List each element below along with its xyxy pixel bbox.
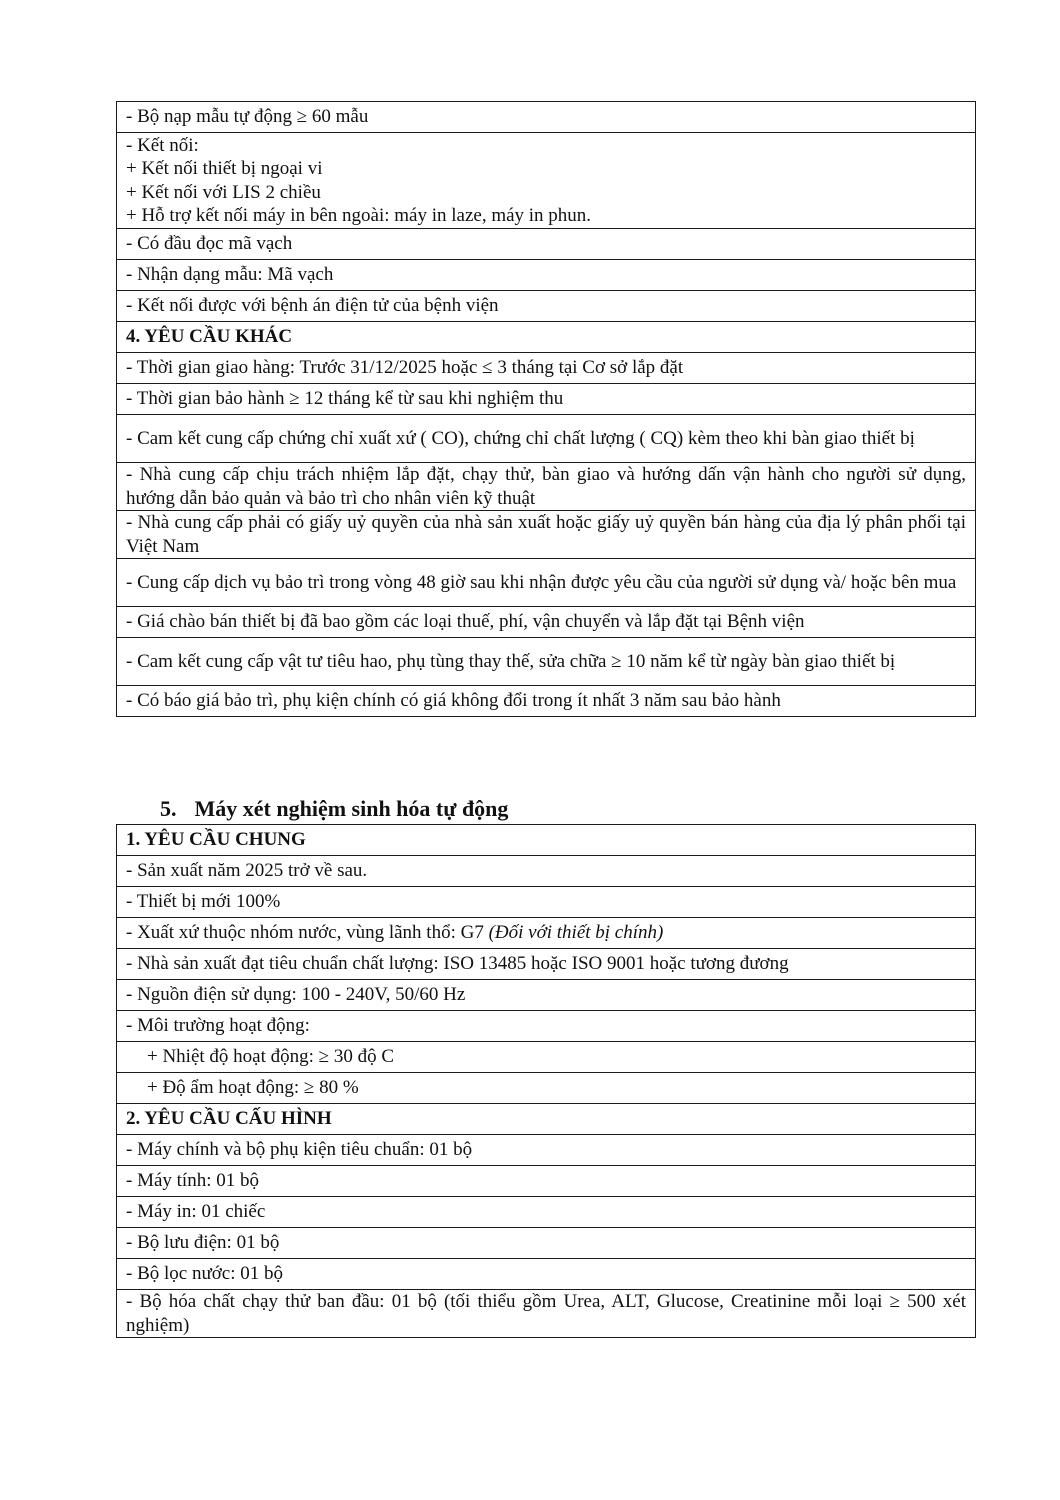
- emr-cell: - Kết nối được với bệnh án điện tử của bệnh viện: [117, 291, 976, 322]
- manufacture-year-cell: - Sản xuất năm 2025 trở về sau.: [117, 856, 976, 887]
- connectivity-item: + Kết nối thiết bị ngoại vi: [126, 158, 323, 179]
- printer-cell: - Máy in: 01 chiếc: [117, 1197, 976, 1228]
- table-row: [117, 686, 976, 717]
- table-row: [117, 511, 976, 559]
- table-row: [117, 607, 976, 638]
- consumables-cell: - Cam kết cung cấp vật tư tiêu hao, phụ tùng thay thế, sửa chữa ≥ 10 năm kể từ ngày bàn giao thiết bị: [117, 638, 976, 686]
- origin-cell: [117, 918, 976, 949]
- table-row: [117, 559, 976, 607]
- connectivity-item: + Hỗ trợ kết nối máy in bên ngoài: máy in laze, máy in phun.: [126, 205, 592, 226]
- section-title-text: Máy xét nghiệm sinh hóa tự động: [194, 796, 509, 821]
- section-title: [160, 795, 508, 823]
- section-header-row: [117, 825, 976, 856]
- table-row: [117, 384, 976, 415]
- table-row: [117, 856, 976, 887]
- table-row: [117, 980, 976, 1011]
- table-row: [117, 1042, 976, 1073]
- origin-note: (Đối với thiết bị chính): [488, 922, 664, 944]
- section-header-row: [117, 322, 976, 353]
- water-filter-cell: - Bộ lọc nước: 01 bộ: [117, 1259, 976, 1290]
- delivery-cell: - Thời gian giao hàng: Trước 31/12/2025 hoặc ≤ 3 tháng tại Cơ sở lắp đặt: [117, 353, 976, 384]
- section-header-configuration: 2. YÊU CẦU CẤU HÌNH: [117, 1104, 976, 1135]
- temperature-cell: + Nhiệt độ hoạt động: ≥ 30 độ C: [117, 1042, 976, 1073]
- barcode-reader-cell: - Có đầu đọc mã vạch: [117, 229, 976, 260]
- autoloader-cell: - Bộ nạp mẫu tự động ≥ 60 mẫu: [117, 102, 976, 133]
- table-row: [117, 229, 976, 260]
- authorization-cell: - Nhà cung cấp phải có giấy uỷ quyền của nhà sản xuất hoặc giấy uỷ quyền bán hàng của địa lý phân phối tại Việt Nam: [117, 511, 976, 559]
- table-row: [117, 102, 976, 133]
- maintenance-quote-cell: - Có báo giá bảo trì, phụ kiện chính có giá không đổi trong ít nhất 3 năm sau bảo hành: [117, 686, 976, 717]
- requirements-table-continued: [116, 101, 976, 717]
- table-row: [117, 887, 976, 918]
- connectivity-cell: [117, 133, 976, 229]
- connectivity-item: + Kết nối với LIS 2 chiều: [126, 181, 321, 203]
- table-row: [117, 260, 976, 291]
- table-row: [117, 1166, 976, 1197]
- table-row: [117, 638, 976, 686]
- section-header-row: [117, 1104, 976, 1135]
- table-row: [117, 463, 976, 511]
- table-row: [117, 1073, 976, 1104]
- reagents-cell: - Bộ hóa chất chạy thử ban đầu: 01 bộ (tối thiểu gồm Urea, ALT, Glucose, Creatinine mỗi loại ≥ 500 xét nghiệm): [117, 1290, 976, 1338]
- computer-cell: - Máy tính: 01 bộ: [117, 1166, 976, 1197]
- origin-text: - Xuất xứ thuộc nhóm nước, vùng lãnh thổ: G7: [126, 922, 484, 944]
- co-cq-cell: - Cam kết cung cấp chứng chỉ xuất xứ ( CO), chứng chỉ chất lượng ( CQ) kèm theo khi bàn giao thiết bị: [117, 415, 976, 463]
- sample-id-cell: - Nhận dạng mẫu: Mã vạch: [117, 260, 976, 291]
- price-cell: - Giá chào bán thiết bị đã bao gồm các loại thuế, phí, vận chuyển và lắp đặt tại Bệnh viện: [117, 607, 976, 638]
- table-row: [117, 949, 976, 980]
- ups-cell: - Bộ lưu điện: 01 bộ: [117, 1228, 976, 1259]
- biochemistry-analyzer-table: [116, 824, 976, 1338]
- environment-cell: - Môi trường hoạt động:: [117, 1011, 976, 1042]
- connectivity-heading: - Kết nối:: [126, 134, 199, 156]
- section-number: 5.: [160, 796, 177, 821]
- main-unit-cell: - Máy chính và bộ phụ kiện tiêu chuẩn: 01 bộ: [117, 1135, 976, 1166]
- table-row: [117, 353, 976, 384]
- table-row: [117, 1228, 976, 1259]
- table-row: [117, 415, 976, 463]
- warranty-cell: - Thời gian bảo hành ≥ 12 tháng kể từ sau khi nghiệm thu: [117, 384, 976, 415]
- installation-cell: - Nhà cung cấp chịu trách nhiệm lắp đặt, chạy thử, bàn giao và hướng dấn vận hành cho người sử dụng, hướng dẫn bảo quản và bảo trì cho nhân viên kỹ thuật: [117, 463, 976, 511]
- new-device-cell: - Thiết bị mới 100%: [117, 887, 976, 918]
- table-row: [117, 1135, 976, 1166]
- humidity-cell: + Độ ẩm hoạt động: ≥ 80 %: [117, 1073, 976, 1104]
- table-row: [117, 1197, 976, 1228]
- table-row: [117, 918, 976, 949]
- section-header-general-requirements: 1. YÊU CẦU CHUNG: [117, 825, 976, 856]
- table-row: [117, 291, 976, 322]
- maintenance-cell: - Cung cấp dịch vụ bảo trì trong vòng 48 giờ sau khi nhận được yêu cầu của người sử dụng và/ hoặc bên mua: [117, 559, 976, 607]
- section-header-other-requirements: 4. YÊU CẦU KHÁC: [117, 322, 976, 353]
- table-row: [117, 1290, 976, 1338]
- power-cell: - Nguồn điện sử dụng: 100 - 240V, 50/60 Hz: [117, 980, 976, 1011]
- iso-cell: - Nhà sản xuất đạt tiêu chuẩn chất lượng: ISO 13485 hoặc ISO 9001 hoặc tương đương: [117, 949, 976, 980]
- table-row: [117, 1259, 976, 1290]
- table-row: [117, 1011, 976, 1042]
- table-row: [117, 133, 976, 229]
